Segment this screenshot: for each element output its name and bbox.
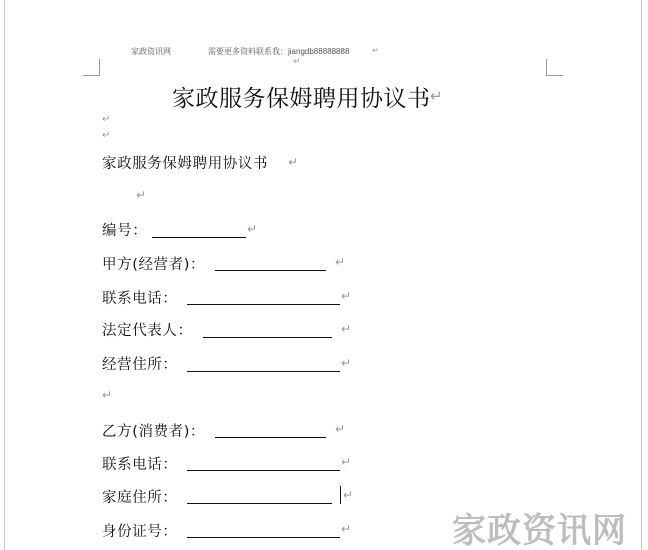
field-party-b-phone-blank[interactable] — [187, 456, 340, 471]
header-site-name: 家政资讯网 — [131, 47, 171, 56]
field-number-blank[interactable] — [152, 223, 246, 238]
paragraph-mark: ↵ — [341, 289, 352, 303]
header-paragraph-mark: ↵ — [372, 46, 379, 55]
field-id-number-label: 身份证号： — [102, 524, 178, 540]
paragraph-mark: ↵ — [341, 455, 352, 469]
paragraph-mark: ↵ — [247, 222, 258, 236]
empty-paragraph-mark: ↵ — [136, 188, 147, 202]
field-home-address-blank[interactable] — [187, 489, 332, 504]
field-id-number-blank[interactable] — [187, 523, 340, 538]
field-party-a-phone-label: 联系电话： — [102, 291, 178, 307]
field-legal-rep-blank[interactable] — [203, 323, 332, 338]
field-business-address-blank[interactable] — [187, 357, 340, 372]
text-cursor — [340, 486, 341, 504]
field-party-a-blank[interactable] — [215, 256, 326, 271]
paragraph-mark: ↵ — [341, 522, 352, 536]
paragraph-mark: ↵ — [341, 356, 352, 370]
empty-paragraph-mark: ↵ — [102, 388, 113, 402]
paragraph-mark: ↵ — [335, 422, 346, 436]
empty-paragraph-mark: ↵ — [102, 114, 111, 125]
document-subtitle: 家政服务保姆聘用协议书 — [102, 156, 269, 172]
page-left-edge — [4, 0, 5, 550]
paragraph-mark: ↵ — [343, 488, 354, 502]
field-business-address-label: 经营住所： — [102, 357, 178, 373]
crop-mark-left-horizontal — [83, 75, 100, 76]
field-home-address-label: 家庭住所： — [102, 490, 178, 506]
paragraph-mark: ↵ — [288, 155, 299, 169]
paragraph-mark: ↵ — [335, 255, 346, 269]
crop-mark-left-vertical — [99, 59, 100, 76]
title-paragraph-mark: ↵ — [430, 87, 443, 105]
crop-mark-right-vertical — [546, 59, 547, 76]
field-party-a-label: 甲方(经营者)： — [102, 257, 206, 273]
page-right-edge — [641, 0, 642, 550]
field-number-label: 编号： — [102, 223, 148, 239]
crop-mark-right-horizontal — [546, 75, 563, 76]
field-party-b-phone-label: 联系电话： — [102, 457, 178, 473]
field-party-b-label: 乙方(消费者)： — [102, 424, 206, 440]
field-party-b-blank[interactable] — [215, 423, 326, 438]
header-end-mark: ↵ — [293, 57, 301, 67]
site-watermark: 家政资讯网 — [452, 511, 627, 550]
field-legal-rep-label: 法定代表人： — [102, 323, 193, 339]
empty-paragraph-mark: ↵ — [102, 130, 111, 141]
document-title: 家政服务保姆聘用协议书 — [172, 86, 431, 112]
header-contact: 需要更多资料联系我：jiangdb88888888 — [208, 47, 350, 56]
paragraph-mark: ↵ — [341, 322, 352, 336]
field-party-a-phone-blank[interactable] — [187, 290, 340, 305]
